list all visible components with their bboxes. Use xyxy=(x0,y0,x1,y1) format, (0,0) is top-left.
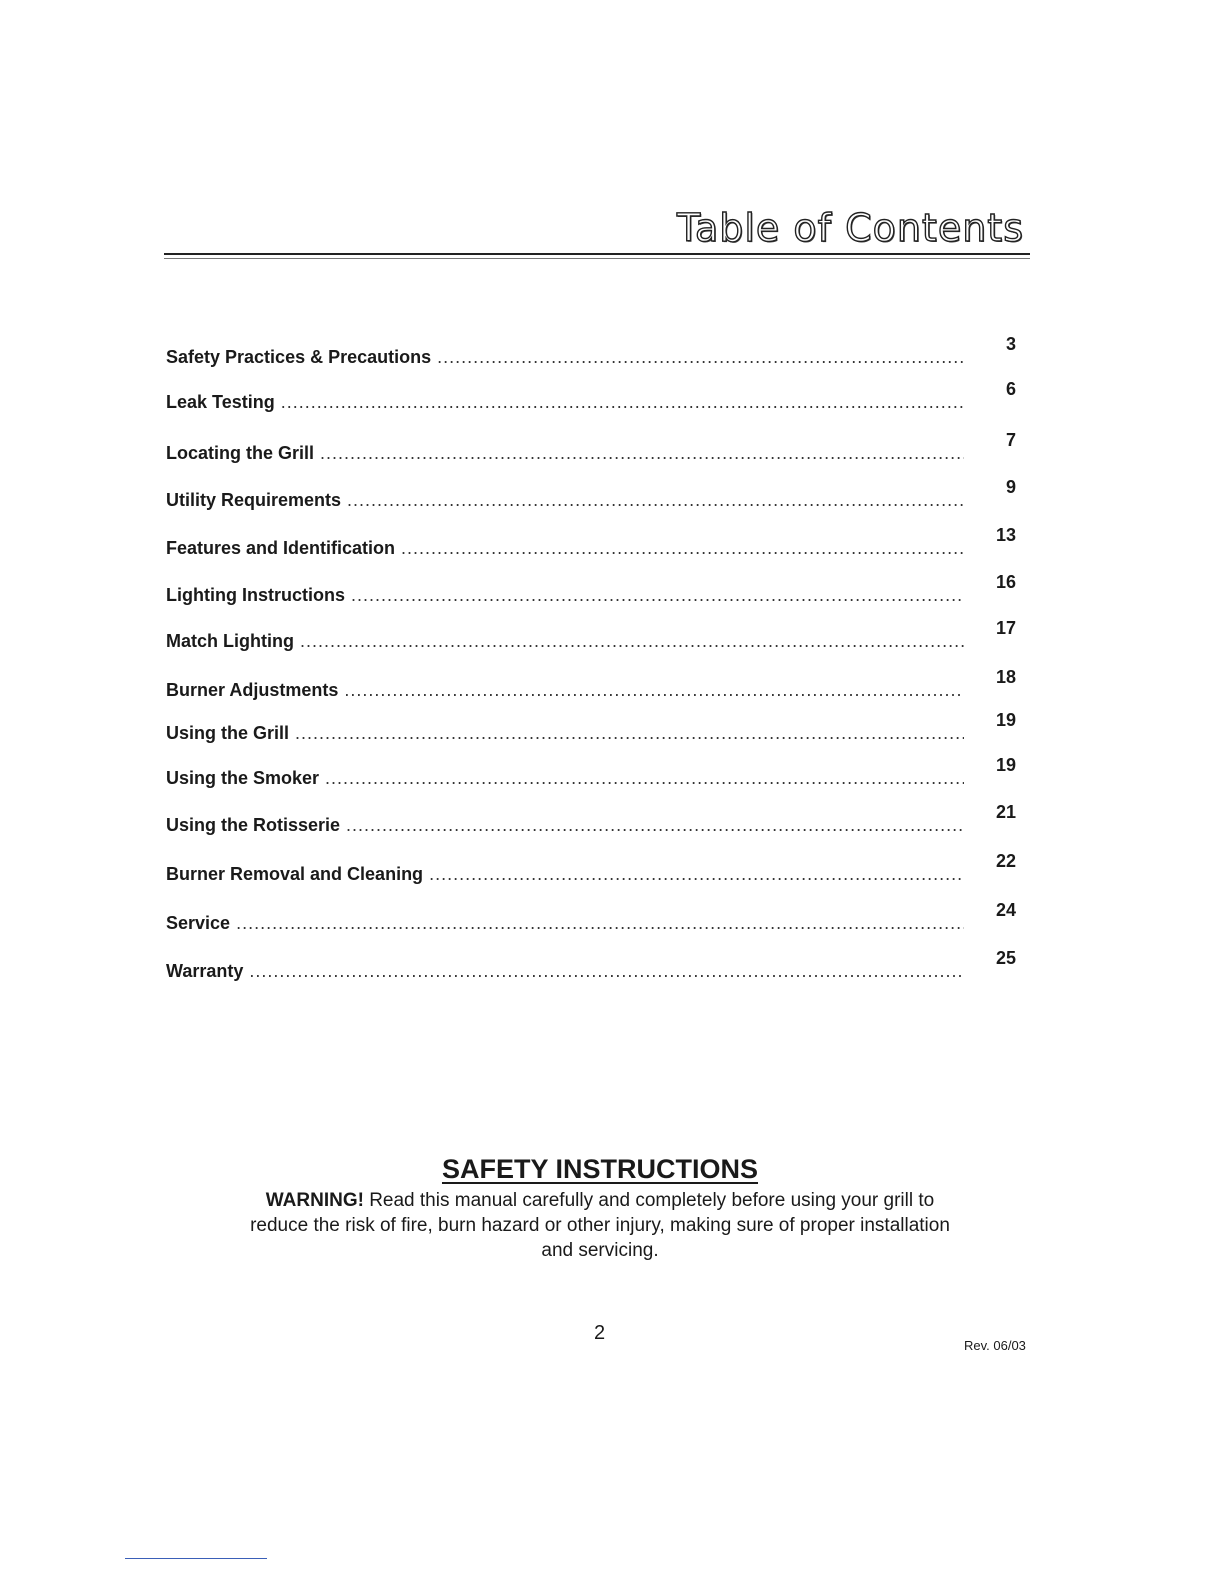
toc-entry-label: Using the Rotisserie ..... xyxy=(166,814,964,836)
page-number: 2 xyxy=(594,1322,606,1344)
toc-entry-page: 3 xyxy=(1005,334,1016,354)
toc-entry[interactable] xyxy=(166,755,1026,789)
toc-entry-page: 16 xyxy=(995,572,1016,592)
toc-entry[interactable] xyxy=(166,572,1026,606)
toc-entry-label: Burner Adjustments ..... xyxy=(166,679,964,701)
title-divider-secondary xyxy=(164,258,1030,259)
toc-entry[interactable] xyxy=(166,477,1026,511)
warning-label: WARNING! xyxy=(265,1190,364,1211)
revision-label: Rev. 06/03 xyxy=(964,1338,1026,1353)
toc-entry-label: Safety Practices & Precautions ..... xyxy=(166,346,964,368)
toc-entry-page: 7 xyxy=(1005,430,1016,450)
toc-entry[interactable] xyxy=(166,667,1026,701)
toc-entry[interactable] xyxy=(166,379,1026,413)
toc-entry-page: 18 xyxy=(995,667,1016,687)
toc-entry-label: Leak Testing ..... xyxy=(166,391,964,413)
toc-entry-page: 17 xyxy=(995,618,1016,638)
warning-text: Read this manual carefully and completely before using your grill to reduce the risk of fire, burn hazard or other injury, making sure of proper installation and servicing. xyxy=(250,1190,950,1261)
toc-entry-page: 19 xyxy=(995,710,1016,730)
toc-entry[interactable] xyxy=(166,334,1026,368)
toc-entry-label: Lighting Instructions ..... xyxy=(166,584,964,606)
toc-entry[interactable] xyxy=(166,430,1026,464)
toc-entry-page: 9 xyxy=(1005,477,1016,497)
toc-entry[interactable] xyxy=(166,802,1026,836)
toc-entry[interactable] xyxy=(166,710,1026,744)
toc-entry[interactable] xyxy=(166,851,1026,885)
scan-artifact-line xyxy=(125,1558,267,1559)
toc-entry-label: Service ..... xyxy=(166,912,964,934)
toc-entry-page: 19 xyxy=(995,755,1016,775)
safety-warning xyxy=(250,1188,950,1263)
toc-entry-label: Burner Removal and Cleaning ..... xyxy=(166,863,964,885)
toc-entry-page: 22 xyxy=(995,851,1016,871)
toc-entry[interactable] xyxy=(166,948,1026,982)
toc-entry[interactable] xyxy=(166,525,1026,559)
toc-entry-label: Locating the Grill ..... xyxy=(166,442,964,464)
toc-entry-label: Using the Grill ..... xyxy=(166,722,964,744)
toc-entry-page: 21 xyxy=(995,802,1016,822)
toc-entry-label: Using the Smoker ..... xyxy=(166,767,964,789)
page-title: Table of Contents xyxy=(677,206,1024,250)
toc-entry-page: 24 xyxy=(995,900,1016,920)
toc-entry[interactable] xyxy=(166,900,1026,934)
safety-heading: SAFETY INSTRUCTIONS xyxy=(441,1154,759,1184)
toc-entry[interactable] xyxy=(166,618,1026,652)
toc-entry-page: 13 xyxy=(995,525,1016,545)
toc-entry-label: Features and Identification ..... xyxy=(166,537,964,559)
toc-entry-page: 6 xyxy=(1005,379,1016,399)
toc-entry-label: Utility Requirements ..... xyxy=(166,489,964,511)
title-divider xyxy=(164,253,1030,255)
toc-entry-label: Match Lighting ..... xyxy=(166,630,964,652)
toc-entry-label: Warranty ..... xyxy=(166,960,964,982)
toc-entry-page: 25 xyxy=(995,948,1016,968)
